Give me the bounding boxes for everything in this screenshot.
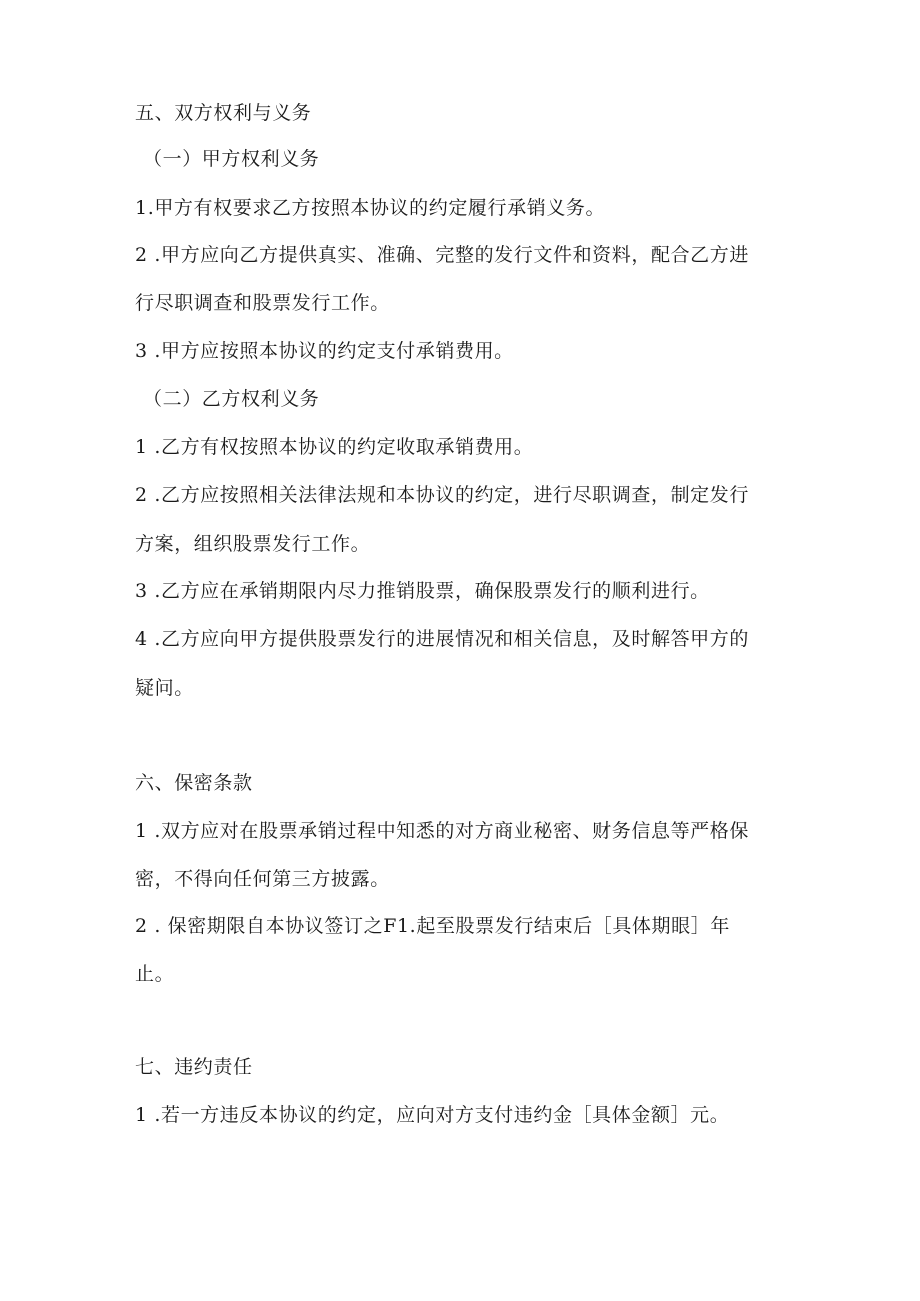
section-heading-confidentiality: 六、保密条款 xyxy=(135,772,253,794)
clause-text: 1 .若一方违反本协议的约定，应向对方支付违约金［具体金额］元。 xyxy=(135,1104,730,1126)
clause-text: 2 .乙方应按照相关法律法规和本协议的约定，进行尽职调查，制定发行 xyxy=(135,484,749,506)
clause-text: 方案，组织股票发行工作。 xyxy=(135,533,371,555)
clause-text: 2 . 保密期限自本协议签订之F1.起至股票发行结束后［具体期眼］年 xyxy=(135,915,730,937)
section-heading-rights-obligations: 五、双方权利与义务 xyxy=(135,102,312,124)
clause-text: 3 .乙方应在承销期限内尽力推销股票，确保股票发行的顺利进行。 xyxy=(135,580,710,602)
clause-text: 密，不得向任何第三方披露。 xyxy=(135,868,390,890)
clause-text: 1.甲方有权要求乙方按照本协议的约定履行承销义务。 xyxy=(135,197,606,219)
clause-text: 3 .甲方应按照本协议的约定支付承销费用。 xyxy=(135,340,514,362)
clause-text: 1 .双方应对在股票承销过程中知悉的对方商业秘密、财务信息等严格保 xyxy=(135,820,749,842)
clause-text: 2 .甲方应向乙方提供真实、准确、完整的发行文件和资料，配合乙方进 xyxy=(135,244,749,266)
clause-text: 疑问。 xyxy=(135,677,194,699)
clause-text: 止。 xyxy=(135,963,175,985)
section-heading-breach-liability: 七、违约责任 xyxy=(135,1056,253,1078)
clause-text: 4 .乙方应向甲方提供股票发行的进展情况和相关信息，及时解答甲方的 xyxy=(135,628,749,650)
clause-text: 1 .乙方有权按照本协议的约定收取承销费用。 xyxy=(135,436,534,458)
subsection-heading-party-a: （一）甲方权利义务 xyxy=(143,148,320,170)
subsection-heading-party-b: （二）乙方权利义务 xyxy=(143,388,320,410)
clause-text: 行尽职调查和股票发行工作。 xyxy=(135,292,390,314)
